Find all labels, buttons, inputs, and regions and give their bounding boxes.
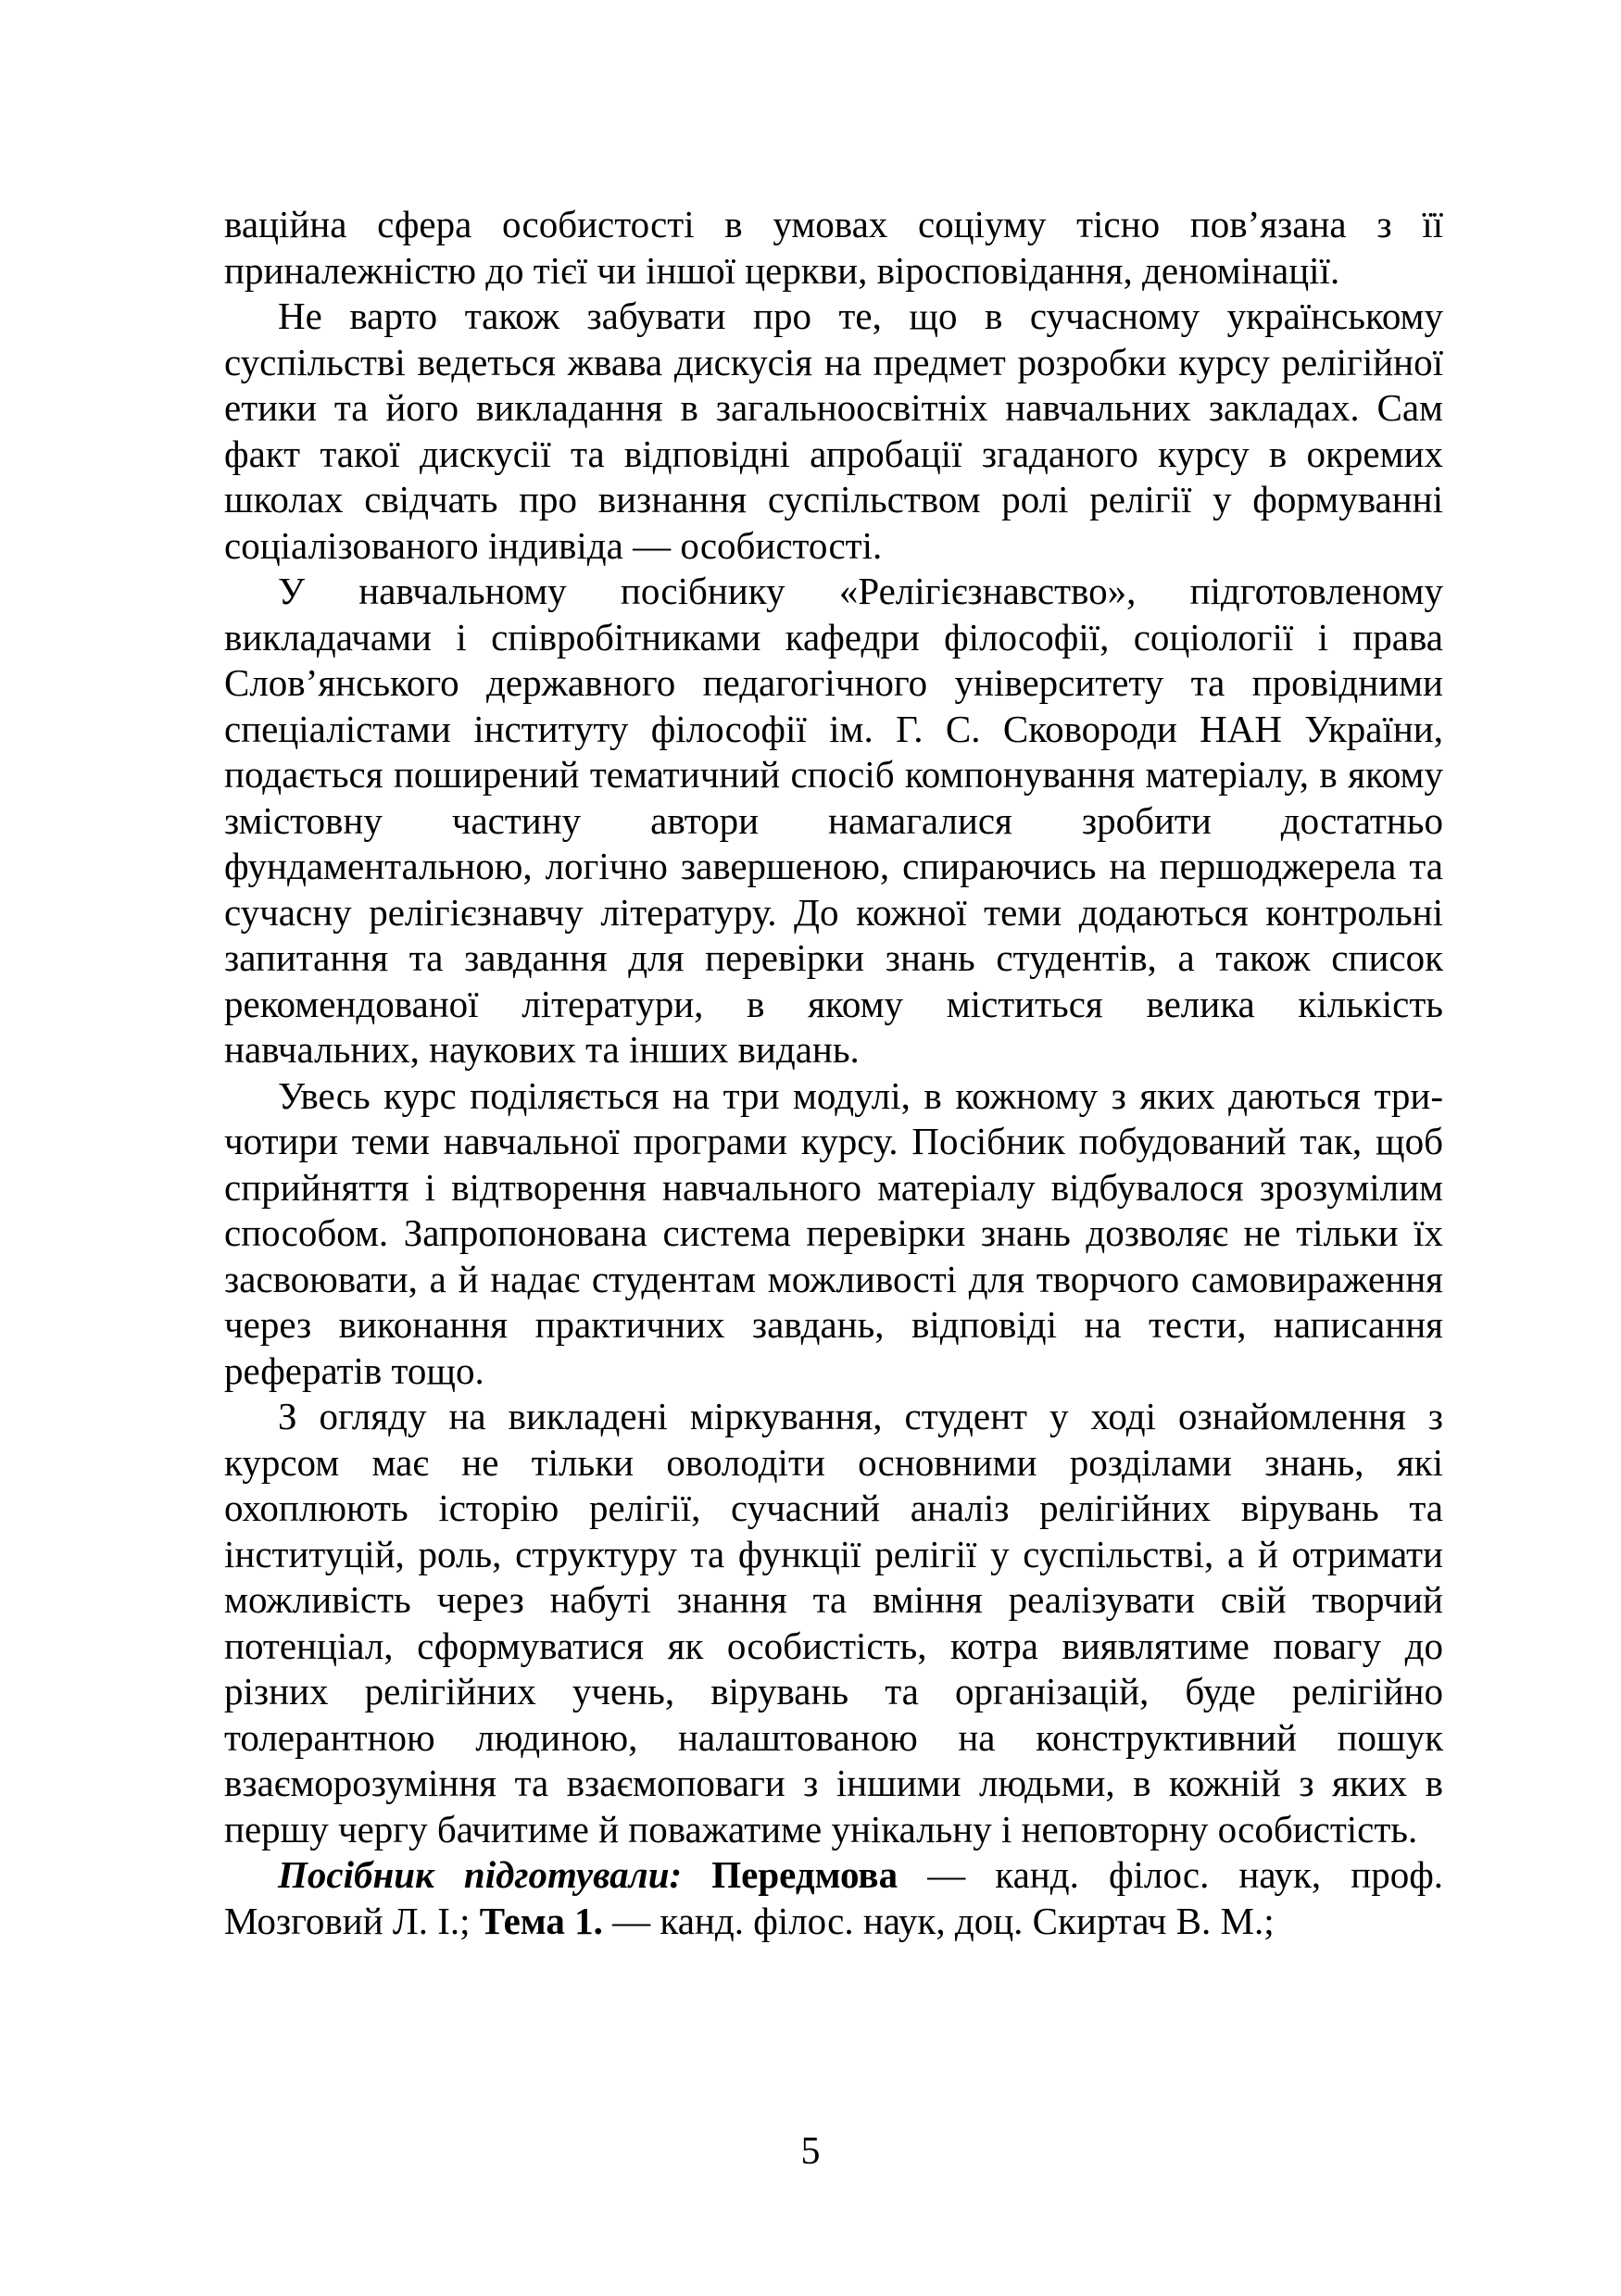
credits-topic1-label: Тема 1. <box>479 1899 603 1942</box>
paragraph-student-goals: З огляду на викладені міркування, студент у ході ознайомлення з курсом має не тільки оволодіти основними розділами знань, які охоплюють історію релігії, сучасний аналіз релігійних вірувань та інституцій, роль, структуру та функції релігії у суспільстві, а й отримати можливість через набуті знання та вміння реалізувати свій творчий потенціал, сформуватися як особистість, котра виявлятиме повагу до різних релігійних учень, вірувань та організацій, буде релігійно толерантною людиною, налаштованою на конструктивний пошук взаєморозуміння та взаємоповаги з іншими людьми, в кожній з яких в першу чергу бачитиме й поважатиме унікальну і неповторну особистість. <box>224 1395 1443 1851</box>
paragraph-textbook: У навчальному посібнику «Релігієзнавство», підготовленому викладачами і співробітниками кафедри філософії, соціології і права Слов’янського державного педагогічного університету та провідними спеціалістами інституту філософії ім. Г. С. Сковороди НАН України, подається поширений тематичний спосіб компонування матеріалу, в якому змістовну частину автори намагалися зробити достатньо фундаментальною, логічно завершеною, спираючись на першоджерела та сучасну релігієзнавчу літературу. До кожної теми додаються контрольні запитання та завдання для перевірки знань студентів, а також список рекомендованої літератури, в якому міститься велика кількість навчальних, наукових та інших видань. <box>224 570 1443 1071</box>
paragraph-religious-ethics: Не варто також забувати про те, що в сучасному українському суспільстві ведеться жвава дискусія на предмет розробки курсу релігійної етики та його викладання в загальноосвітніх навчальних закладах. Сам факт такої дискусії та відповідні апробації згаданого курсу в окремих школах свідчать про визнання суспільством ролі релігії у формуванні соціалізованого індивіда — особистості. <box>224 295 1443 567</box>
body-text <box>224 202 1443 1944</box>
paragraph-course-modules: Увесь курс поділяється на три модулі, в кожному з яких даються три-чотири теми навчальної програми курсу. Посібник побудований так, щоб сприйняття і відтворення навчального матеріалу відбувалося зрозумілим способом. Запропонована система перевірки знань дозволяє не тільки їх засвоювати, а й надає студентам можливості для творчого самовираження через виконання практичних завдань, відповіді на тести, написання рефератів тощо. <box>224 1073 1443 1392</box>
credits-topic1-text: — канд. філос. наук, доц. Скиртач В. М.; <box>612 1899 1275 1942</box>
credits-preface-text: — канд. філос. наук, проф. Мозговий Л. І.; <box>224 1853 1444 1942</box>
page-number: 5 <box>800 2130 821 2173</box>
credits-lead: Посібник підготували: <box>278 1853 683 1896</box>
credits-preface-label: Передмова <box>711 1853 898 1896</box>
credits-paragraph <box>224 1852 1443 1944</box>
paragraph-continuation: ваційна сфера особистості в умовах соціуму тісно пов’язана з її приналежністю до тієї чи іншої церкви, віросповідання, деномінації. <box>224 203 1443 292</box>
